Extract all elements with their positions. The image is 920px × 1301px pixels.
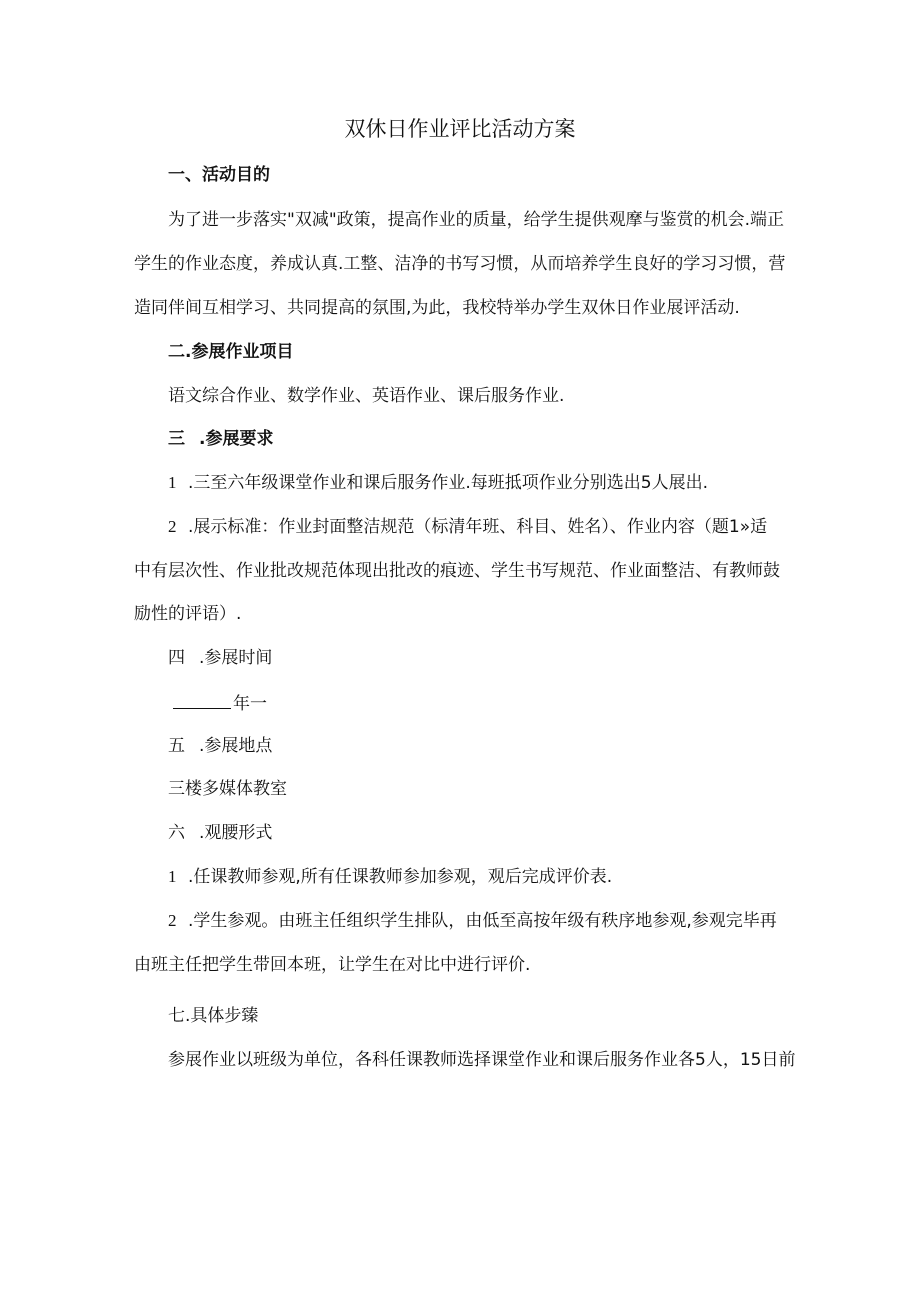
section-4-date-line bbox=[173, 691, 267, 715]
section-1-paragraph-line-2: 学生的作业态度，养成认真.工整、洁净的书写习惯，从而培养学生良好的学习习惯，营 bbox=[134, 254, 786, 274]
section-6-item-2-number: 2 bbox=[168, 911, 177, 930]
section-3-item-2-text-line-2: 中有层次性、作业批改规范体现出批改的痕迹、学生书写规范、作业面整洁、有教师鼓 bbox=[134, 561, 780, 581]
section-4-heading-number: 四 bbox=[168, 648, 185, 668]
section-3-item-2-text-line-1: .展示标准：作业封面整洁规范（标清年班、科目、姓名）、作业内容（题1»适 bbox=[188, 517, 768, 537]
section-6-item-2-text-line-1: .学生参观。由班主任组织学生排队，由低至高按年级有秩序地参观,参观完毕再 bbox=[188, 911, 777, 931]
section-6-heading-number: 六 bbox=[168, 823, 185, 843]
section-4-text: 年一 bbox=[233, 694, 267, 714]
section-6-item-1-number: 1 bbox=[168, 867, 177, 886]
section-3-item-2 bbox=[168, 516, 767, 538]
section-2-text: 语文综合作业、数学作业、英语作业、课后服务作业. bbox=[168, 386, 565, 406]
section-3-heading-text: .参展要求 bbox=[199, 429, 274, 449]
page-title: 双休日作业评比活动方案 bbox=[344, 117, 576, 141]
section-6-item-2-text-line-2: 由班主任把学生带回本班，让学生在对比中进行评价. bbox=[134, 955, 531, 975]
section-3-item-2-number: 2 bbox=[168, 517, 177, 536]
section-3-heading-number: 三 bbox=[168, 429, 185, 449]
section-5-text: 三楼多媒体教室 bbox=[168, 779, 287, 799]
section-6-heading bbox=[168, 822, 272, 844]
section-7-heading: 七.具体步臻 bbox=[168, 1006, 259, 1026]
date-blank-field bbox=[173, 691, 231, 709]
section-3-item-1 bbox=[168, 472, 708, 494]
section-6-item-2 bbox=[168, 910, 777, 932]
section-7-text: 参展作业以班级为单位，各科任课教师选择课堂作业和课后服务作业各5人，15日前 bbox=[168, 1050, 796, 1070]
section-3-item-2-text-line-3: 励性的评语）. bbox=[134, 604, 242, 624]
section-1-paragraph-line-1: 为了进一步落实"双减"政策，提高作业的质量，给学生提供观摩与鉴赏的机会.端正 bbox=[168, 210, 785, 230]
section-6-item-1-text: .任课教师参观,所有任课教师参加参观，观后完成评价表. bbox=[188, 867, 613, 887]
section-3-item-1-number: 1 bbox=[168, 473, 177, 492]
section-4-heading bbox=[168, 647, 272, 669]
section-5-heading-text: .参展地点 bbox=[199, 736, 273, 756]
section-1-heading: 一、活动目的 bbox=[168, 165, 270, 185]
section-6-item-1 bbox=[168, 866, 612, 888]
section-4-heading-text: .参展时间 bbox=[199, 648, 273, 668]
section-5-heading-number: 五 bbox=[168, 736, 185, 756]
section-3-heading bbox=[168, 428, 273, 450]
section-2-heading: 二.参展作业项目 bbox=[168, 342, 294, 362]
section-5-heading bbox=[168, 735, 272, 757]
section-3-item-1-text: .三至六年级课堂作业和课后服务作业.每班抵项作业分别选出5人展出. bbox=[188, 473, 709, 493]
section-6-heading-text: .观腰形式 bbox=[199, 823, 273, 843]
section-1-paragraph-line-3: 造同伴间互相学习、共同提高的氛围,为此，我校特举办学生双休日作业展评活动. bbox=[134, 298, 740, 318]
